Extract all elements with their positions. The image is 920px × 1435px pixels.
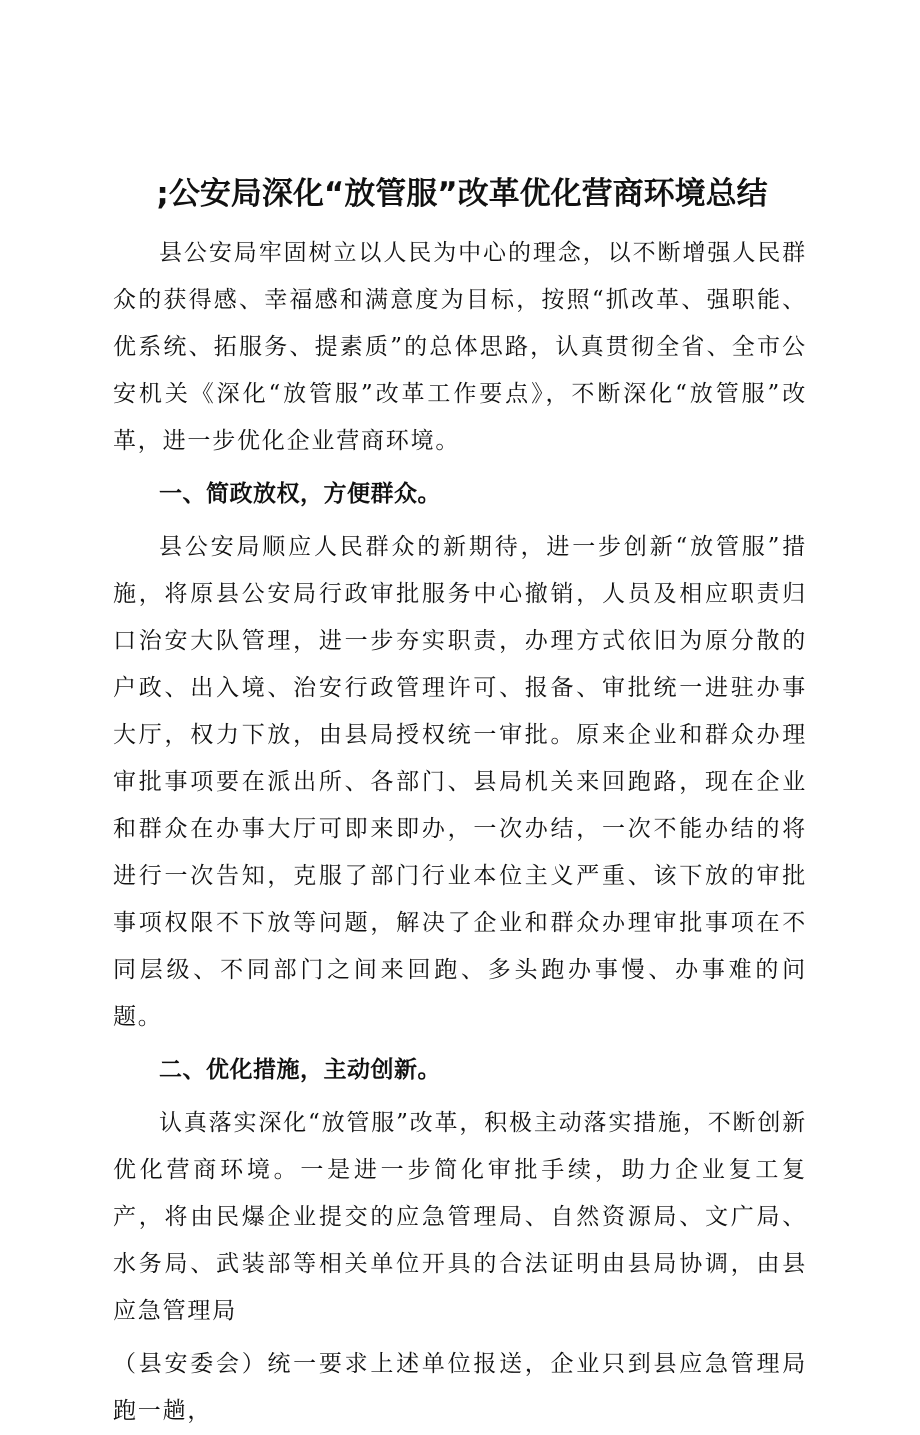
document-body	[113, 230, 807, 1435]
intro-paragraph: 县公安局牢固树立以人民为中心的理念，以不断增强人民群众的获得感、幸福感和满意度为目标，按照“抓改革、强职能、优系统、拓服务、提素质”的总体思路，认真贯彻全省、全市公安机关《深化“放管服”改革工作要点》，不断深化“放管服”改革，进一步优化企业营商环境。	[113, 240, 807, 454]
section-1-paragraph: 县公安局顺应人民群众的新期待，进一步创新“放管服”措施，将原县公安局行政审批服务中心撤销，人员及相应职责归口治安大队管理，进一步夯实职责，办理方式依旧为原分散的户政、出入境、治安行政管理许可、报备、审批统一进驻办事大厅，权力下放，由县局授权统一审批。原来企业和群众办理审批事项要在派出所、各部门、县局机关来回跑路，现在企业和群众在办事大厅可即来即办，一次办结，一次不能办结的将进行一次告知，克服了部门行业本位主义严重、该下放的审批事项权限不下放等问题，解决了企业和群众办理审批事项在不同层级、不同部门之间来回跑、多头跑办事慢、办事难的问题。	[113, 534, 807, 1030]
section-2-paragraph: 认真落实深化“放管服”改革，积极主动落实措施，不断创新优化营商环境。一是进一步简化审批手续，助力企业复工复产，将由民爆企业提交的应急管理局、自然资源局、文广局、水务局、武装部等相关单位开具的合法证明由县局协调，由县应急管理局	[113, 1110, 807, 1324]
section-heading-1: 一、简政放权，方便群众。	[159, 481, 441, 507]
document-title: ;公安局深化“放管服”改革优化营商环境总结	[156, 176, 768, 212]
section-2-continuation: （县安委会）统一要求上述单位报送，企业只到县应急管理局跑一趟，	[113, 1351, 807, 1424]
section-heading-2: 二、优化措施，主动创新。	[159, 1057, 441, 1083]
